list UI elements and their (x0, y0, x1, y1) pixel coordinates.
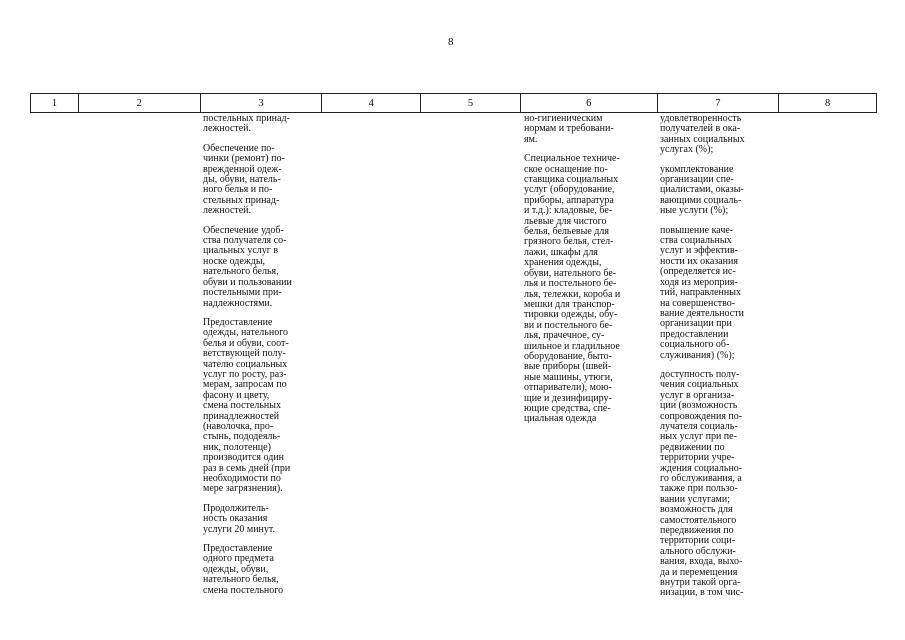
header-cell-1: 1 (31, 94, 79, 112)
header-cell-8: 8 (825, 97, 831, 109)
col7-paragraph: удовлетворенность получателей в ока- занных социальных услугах (%); (660, 113, 745, 156)
col3-paragraph: постельных принад- лежностей. (203, 113, 290, 135)
column-3-text (203, 114, 321, 605)
col3-paragraph: Предоставление одежды, нательного белья и обуви, соот- ветствующей полу- чателю социальных услуг по росту, раз- мерам, запросам по фасону и цвету, смена постельных принадлежностей (наволочка, про- стынь, пододеяль- ник, полотенце) производится один раз в семь дней (при необходимости по мере загрязнения). (203, 316, 291, 495)
table-header-row (30, 93, 877, 113)
header-cell-7: 7 (658, 94, 780, 112)
col6-paragraph: Специальное техниче- ское оснащение по- ставщика социальных услуг (оборудование, приборы, аппаратура и т.д.): кладовые, бе- льевые для чистого белья, бельевые для грязного белья, стел- лажи, шкафы для хранения одежды, обуви, нательного бе- лья и постельного бе- лья, тележки, короба и мешки для транспор- тировки одежды, обу- ви и постельного бе- лья, прачечное, су- шильное и гладильное оборудование, быто- вые приборы (швей- ные машины, утюги, отпариватели), мою- щие и дезинфициру- ющие средства, спе- циальная одежда (524, 153, 621, 425)
header-cell-4: 4 (322, 94, 421, 112)
header-cell-6: 6 (521, 94, 658, 112)
col3-paragraph: Предоставление одного предмета одежды, обуви, нательного белья, смена постельного (203, 543, 284, 596)
col3-paragraph: Продолжитель- ность оказания услуги 20 минут. (203, 502, 276, 535)
col3-paragraph: Обеспечение удоб- ства получателя со- циальных услуг в носке одежды, нательного белья, обуви и пользовании постельными при- надлежностями. (203, 224, 292, 309)
column-6-text (524, 114, 652, 434)
column-7-text (660, 114, 778, 608)
col7-paragraph: доступность полу- чения социальных услуг в организа- ции (возможность сопровождения по- лучателя социаль- ных услуг при пе- редвижении по территории учре- ждения социально- го обслуживания, а также при пользо- вании услугами; возможность для самостоятельного передвижения по территории соци- ального обслужи- вания, входа, выхо- да и перемещения внутри такой орга- низации, в том чис- (660, 368, 744, 599)
header-cell-2: 2 (79, 94, 201, 112)
col7-paragraph: повышение каче- ства социальных услуг и эффектив- ности их оказания (определяется ис- ходя из мероприя- тий, направленных на совершенство- вание деятельности организации при предоставлении социального об- служивания) (%); (660, 224, 744, 361)
header-cell-5: 5 (421, 94, 521, 112)
col7-paragraph: укомплектование организации спе- циалистами, оказы- вающими социаль- ные услуги (%); (660, 163, 744, 217)
col3-paragraph: Обеспечение по- чинки (ремонт) по- врежденной одеж- ды, обуви, натель- ного белья и по- стельных принад- лежностей. (203, 142, 285, 217)
page-number: 8 (448, 36, 454, 48)
header-cell-3: 3 (201, 94, 323, 112)
col6-paragraph: но-гигиеническим нормам и требовани- ям. (524, 113, 614, 145)
